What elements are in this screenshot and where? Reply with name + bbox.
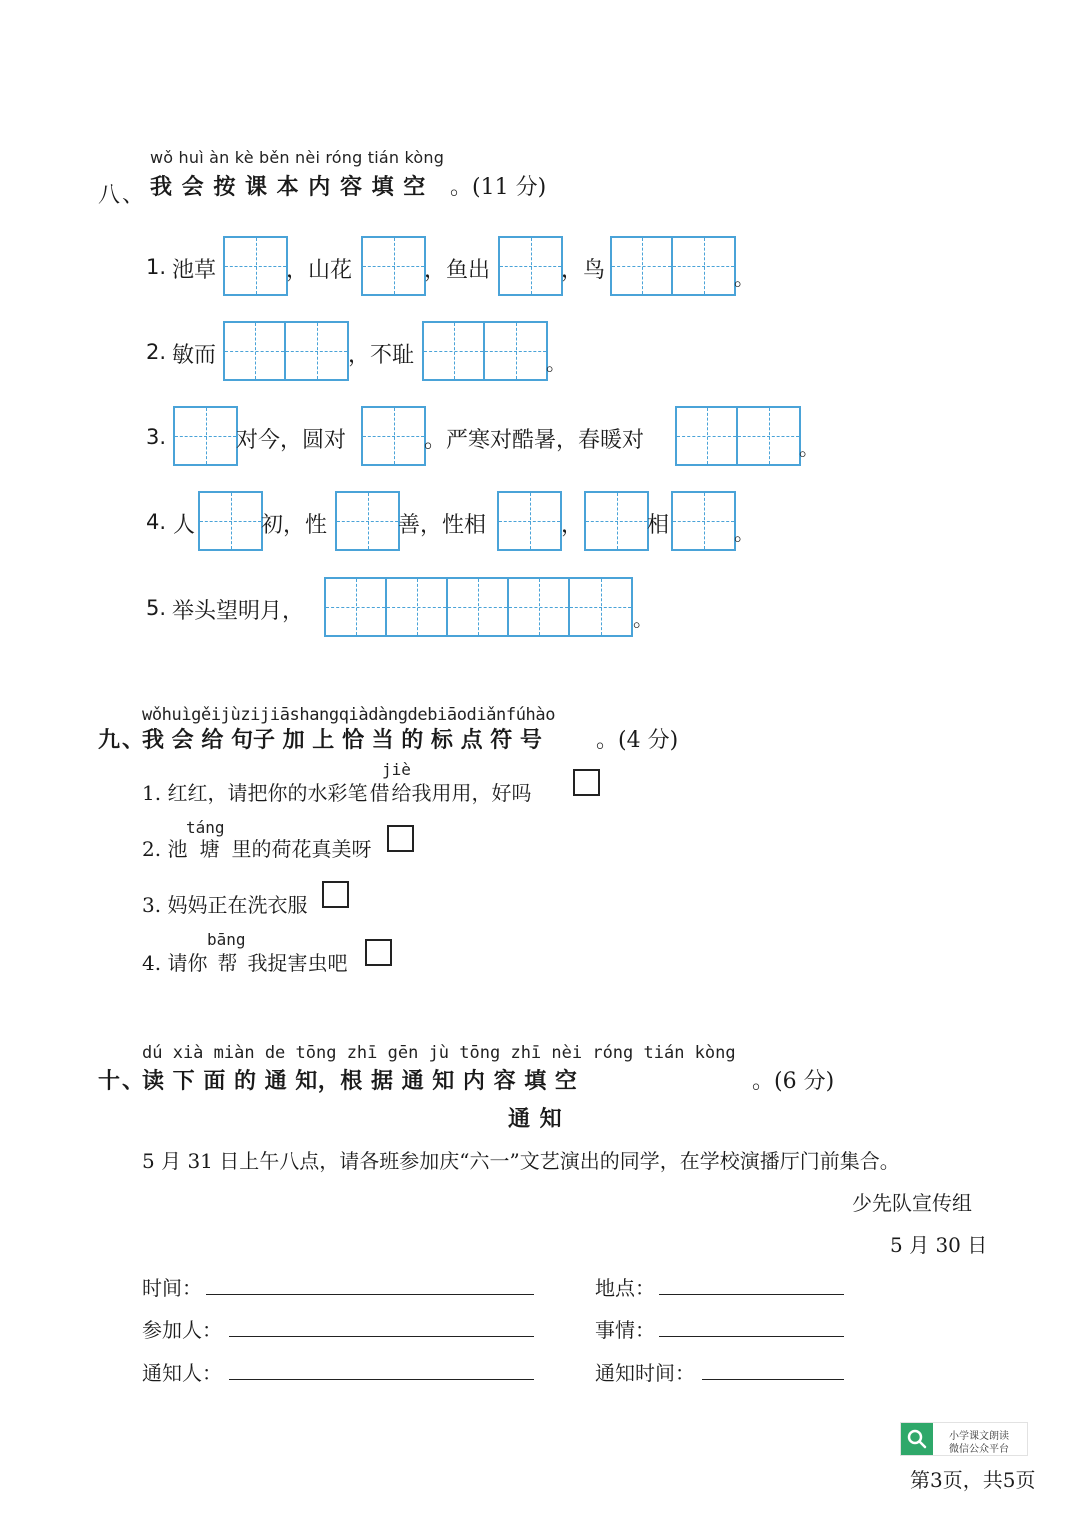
s9-item1 (142, 777, 531, 806)
q4-answer-grid-2[interactable] (335, 491, 400, 551)
q4-end: 。 (734, 521, 754, 545)
q2-text-2: ，不耻 (348, 343, 415, 368)
section10-title: 读 下 面 的 通 知，根 据 通 知 内 容 填 空 (142, 1068, 578, 1094)
logo-line2: 微信公众平台 (949, 1444, 1009, 1455)
s9-item1-punct-box[interactable] (573, 769, 600, 796)
section10-number: 十、 (98, 1068, 147, 1094)
q1-answer-grid-1[interactable] (223, 236, 288, 296)
section8-number: 八、 (98, 183, 147, 208)
section9-pinyin: wǒhuìgěijùzijiāshangqiàdàngdebiāodiǎnfúhào (142, 705, 556, 725)
q4-text-2: 初，性 (261, 513, 328, 538)
s9-item2-pinyin: táng (186, 818, 225, 837)
logo-line1: 小学课文朗读 (949, 1431, 1009, 1442)
q1-answer-grid-4[interactable] (610, 236, 736, 296)
q4-number: 4. (146, 510, 167, 534)
s9-item3-punct-box[interactable] (322, 881, 349, 908)
s9-item4-char: 帮 (217, 951, 238, 975)
section10-score: 。(6 分) (752, 1069, 835, 1094)
q1-text-1: 池草 (172, 258, 217, 283)
section8-title: 我 会 按 课 本 内 容 填 空 (150, 174, 427, 200)
q4-text-4: ， (561, 513, 584, 538)
section9-number: 九、 (98, 727, 147, 753)
field-notifier-line[interactable] (229, 1379, 534, 1380)
field-place-label: 地点： (595, 1276, 655, 1300)
q1-text-2: ，山花 (286, 258, 353, 283)
field-matter-label: 事情： (595, 1318, 655, 1342)
q3-answer-grid-2[interactable] (361, 406, 426, 466)
q4-answer-grid-3[interactable] (497, 491, 562, 551)
q3-answer-grid-3[interactable] (675, 406, 801, 466)
page-number: 第3页，共5页 (910, 1468, 1036, 1492)
s9-item4-a: 4. 请你 (142, 951, 208, 975)
section9-score: 。(4 分) (596, 728, 679, 753)
section8-pinyin: wǒ huì àn kè běn nèi róng tián kòng (150, 148, 445, 167)
field-participants-label: 参加人： (142, 1318, 222, 1342)
field-notice-time-line[interactable] (702, 1379, 844, 1380)
notice-body: 5 月 31 日上午八点，请各班参加庆“六一”文艺演出的同学，在学校演播厅门前集合。 (142, 1149, 900, 1173)
s9-item2-char: 塘 (199, 837, 220, 861)
section10-pinyin: dú xià miàn de tōng zhī gēn jù tōng zhī nèi róng tián kòng (142, 1043, 736, 1063)
q2-answer-grid-1[interactable] (223, 321, 349, 381)
q2-answer-grid-2[interactable] (422, 321, 548, 381)
q5-answer-grid[interactable] (324, 577, 633, 637)
q4-answer-grid-5[interactable] (671, 491, 736, 551)
s9-item1-pinyin: jiè (382, 760, 411, 779)
q1-end: 。 (734, 266, 754, 290)
q3-number: 3. (146, 425, 167, 449)
q1-number: 1. (146, 255, 167, 279)
s9-item4-pinyin: bāng (207, 930, 246, 949)
q1-text-3: ，鱼出 (424, 258, 491, 283)
s9-item2-punct-box[interactable] (387, 825, 414, 852)
q3-text-1: 对今，圆对 (236, 428, 347, 453)
q5-text-1: 举头望明月， (172, 599, 305, 624)
field-place-line[interactable] (659, 1294, 844, 1295)
s9-item2-b: 里的荷花真美呀 (231, 837, 372, 861)
field-participants-line[interactable] (229, 1336, 534, 1337)
notice-signature: 少先队宣传组 (852, 1191, 972, 1215)
wechat-logo (900, 1422, 1028, 1456)
q4-text-5: 相 (647, 513, 670, 538)
notice-date: 5 月 30 日 (890, 1233, 988, 1257)
q4-text-1: 人 (173, 513, 196, 538)
s9-item4 (142, 947, 347, 976)
notice-title: 通 知 (508, 1106, 563, 1132)
field-notifier-label: 通知人： (142, 1361, 222, 1385)
q4-text-3: 善，性相 (398, 513, 487, 538)
s9-item1-a: 1. 红红，请把你的水彩笔 (142, 781, 368, 805)
q4-answer-grid-4[interactable] (584, 491, 649, 551)
q3-text-2: 。严寒对酷暑，春暖对 (424, 428, 645, 453)
search-icon (901, 1423, 933, 1455)
section9-title: 我 会 给 句子 加 上 恰 当 的 标 点 符 号 (142, 727, 542, 753)
field-notice-time-label: 通知时间： (595, 1361, 695, 1385)
s9-item1-b: 给我用用，好吗 (391, 781, 532, 805)
q2-text-1: 敏而 (172, 343, 217, 368)
s9-item4-b: 我捉害虫吧 (247, 951, 348, 975)
s9-item1-char: 借 (369, 781, 390, 805)
q5-number: 5. (146, 596, 167, 620)
s9-item4-punct-box[interactable] (365, 939, 392, 966)
q1-answer-grid-3[interactable] (498, 236, 563, 296)
s9-item2-a: 2. 池 (142, 837, 188, 861)
field-time-label: 时间： (142, 1276, 202, 1300)
field-time-line[interactable] (206, 1294, 534, 1295)
s9-item3: 3. 妈妈正在洗衣服 (142, 893, 308, 917)
s9-item2 (142, 833, 371, 862)
q3-answer-grid-1[interactable] (173, 406, 238, 466)
q3-end: 。 (799, 436, 819, 460)
q2-number: 2. (146, 340, 167, 364)
q4-answer-grid-1[interactable] (198, 491, 263, 551)
q1-text-4: ，鸟 (561, 258, 606, 283)
q2-end: 。 (546, 351, 566, 375)
q1-answer-grid-2[interactable] (361, 236, 426, 296)
q5-end: 。 (633, 607, 653, 631)
field-matter-line[interactable] (659, 1336, 844, 1337)
section8-score: 。(11 分) (450, 175, 547, 200)
